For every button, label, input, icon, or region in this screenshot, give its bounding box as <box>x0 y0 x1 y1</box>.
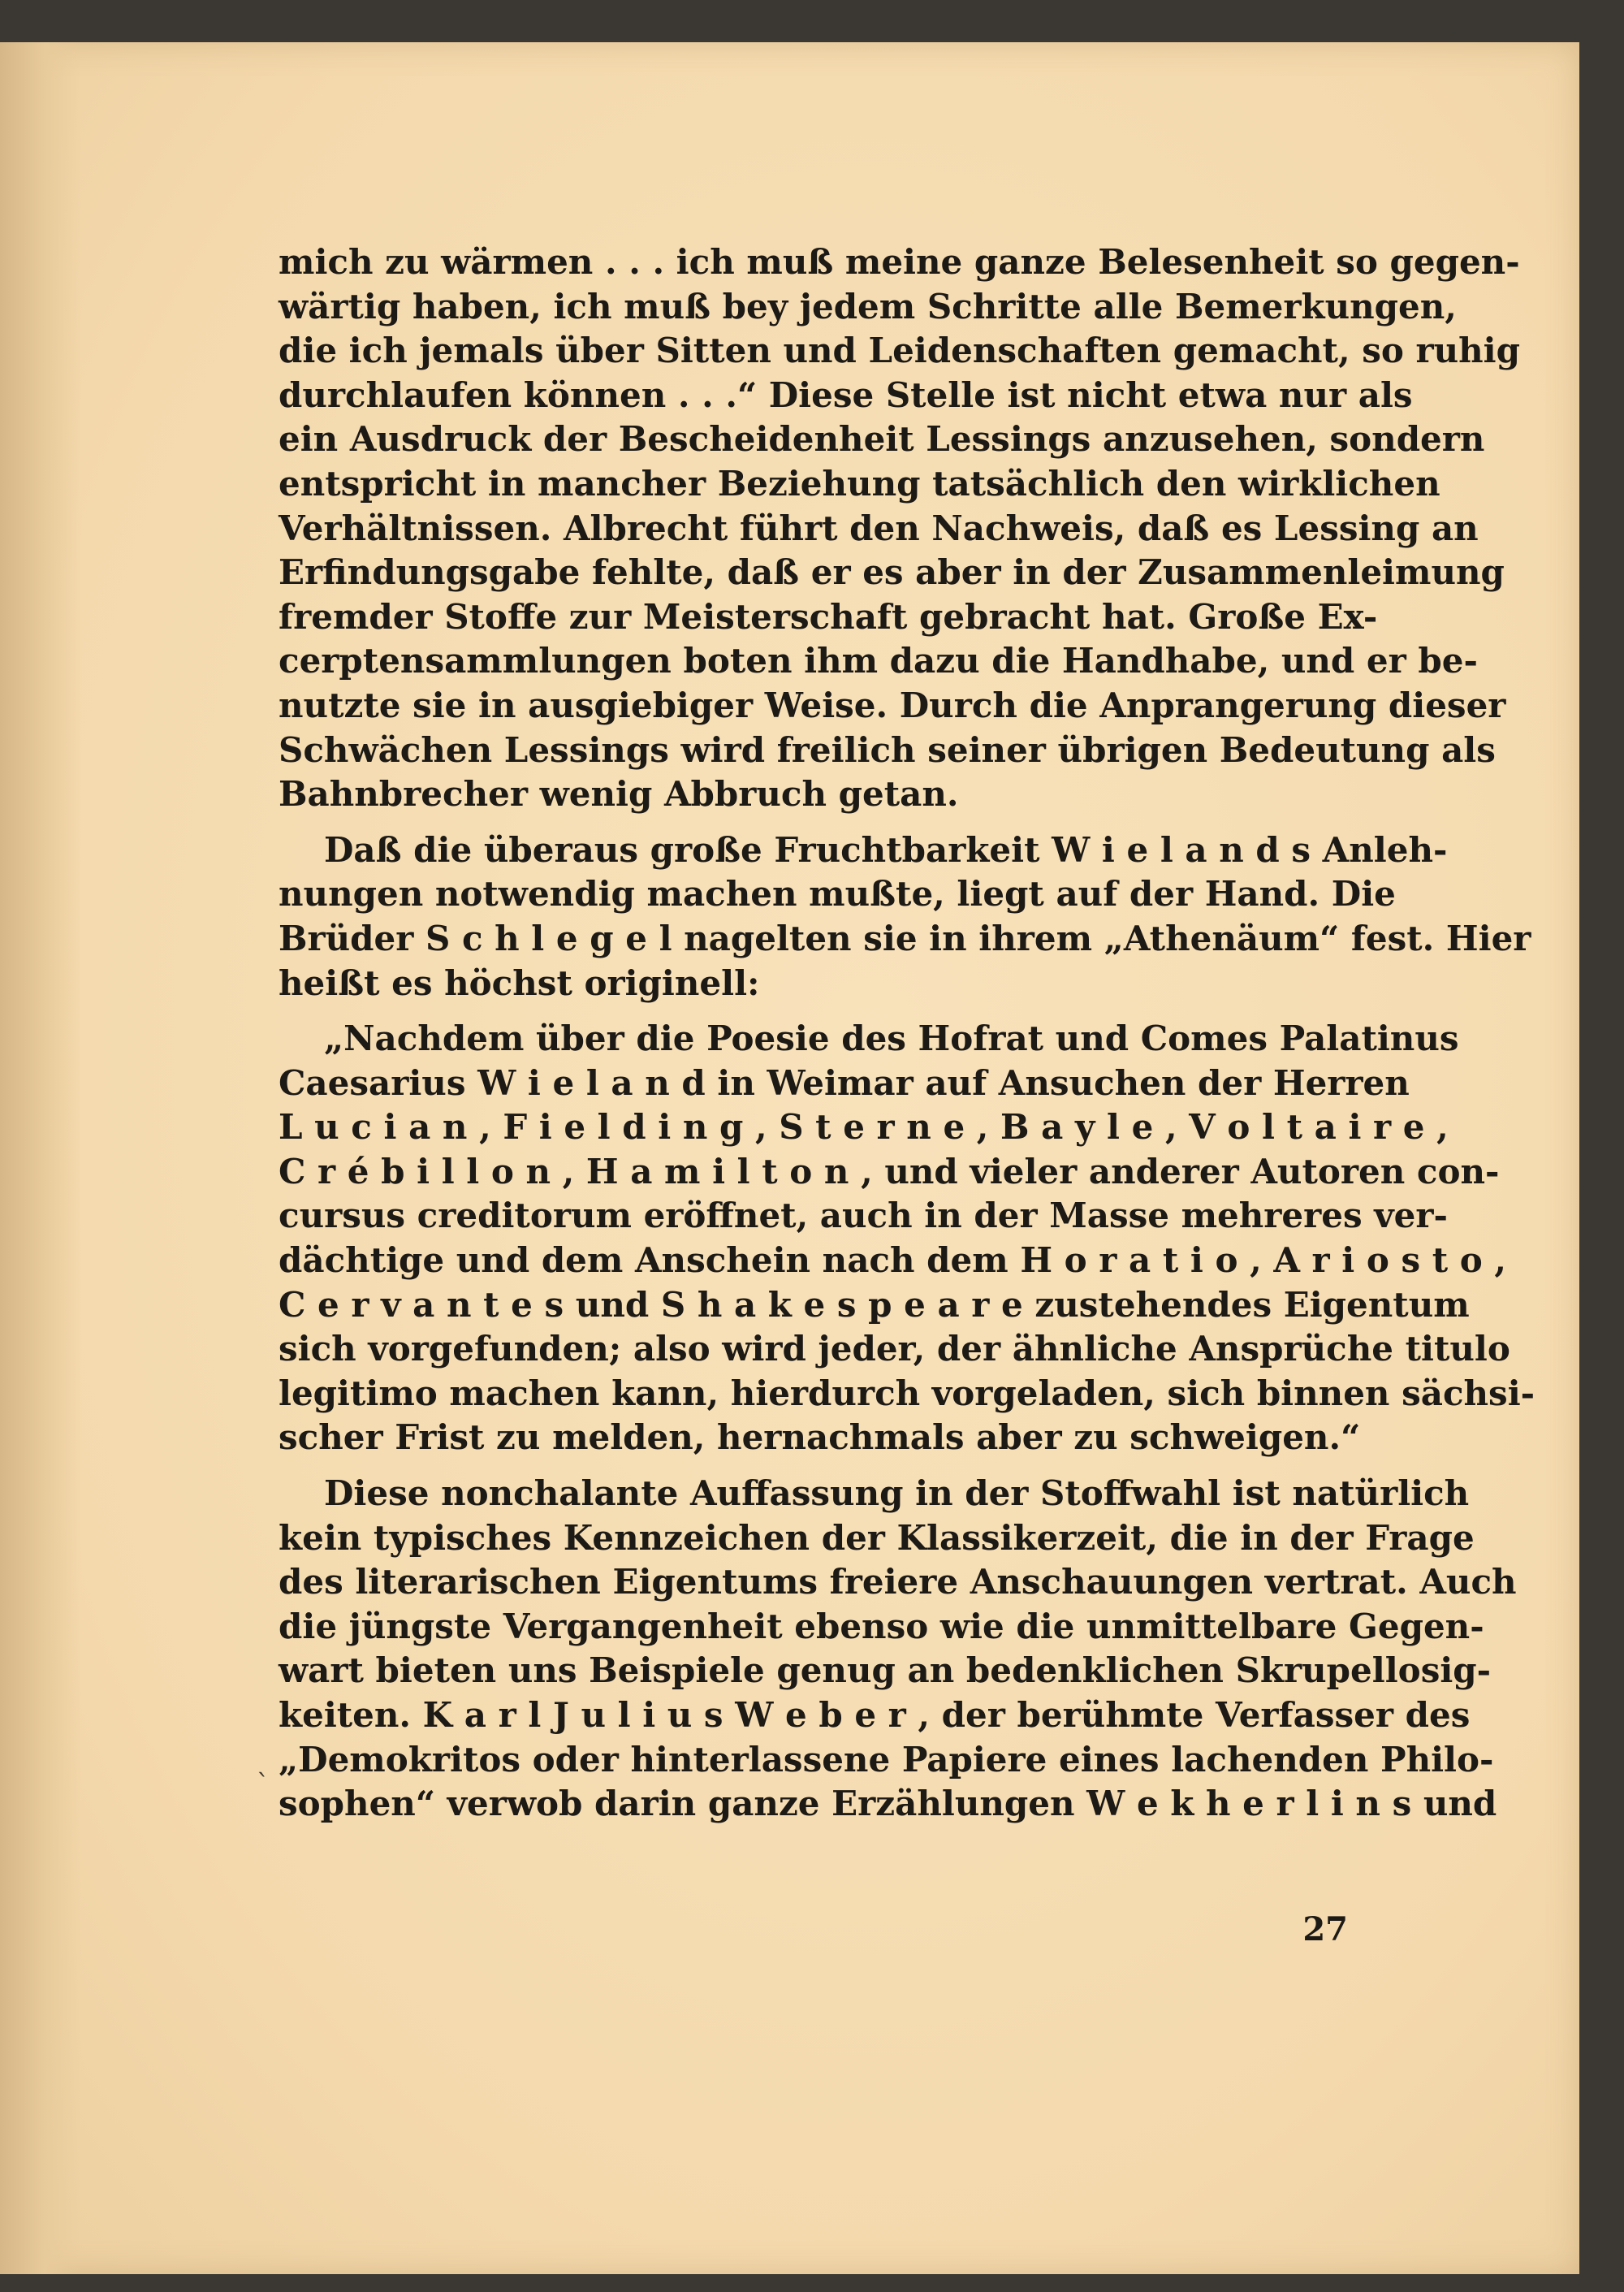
text-line: die ich jemals über Sitten und Leidenschaften gemacht, so ruhig <box>279 331 1521 371</box>
text-line: durchlaufen können . . .“ Diese Stelle ist nicht etwa nur als <box>279 374 1413 415</box>
text-line: cerptensammlungen boten ihm dazu die Handhabe, und er be- <box>279 641 1478 681</box>
text-line: „Nachdem über die Poesie des Hofrat und Comes Palatinus <box>324 1018 1459 1059</box>
page-number: 27 <box>1302 1910 1348 1948</box>
paragraph-2 <box>279 828 1531 1005</box>
text-line: heißt es höchst originell: <box>279 962 760 1003</box>
text-line: „Demokritos oder hinterlassene Papiere eines lachenden Philo- <box>279 1739 1494 1780</box>
page-sheet <box>0 42 1579 2274</box>
body-text <box>279 240 1535 1827</box>
text-line: C e r v a n t e s und S h a k e s p e a r e zustehendes Eigentum <box>279 1284 1470 1325</box>
text-line: Daß die überaus große Fruchtbarkeit W i e l a n d s Anleh- <box>324 829 1448 870</box>
text-line: cursus creditorum eröffnet, auch in der Masse mehreres ver- <box>279 1196 1448 1236</box>
text-line: des literarischen Eigentums freiere Anschauungen vertrat. Auch <box>279 1562 1517 1602</box>
text-line: die jüngste Vergangenheit ebenso wie die unmittelbare Gegen- <box>279 1606 1484 1646</box>
text-line: wärtig haben, ich muß bey jedem Schritte alle Bemerkungen, <box>279 286 1457 327</box>
binding-gutter <box>0 42 81 2274</box>
text-line: ein Ausdruck der Bescheidenheit Lessings anzusehen, sondern <box>279 419 1485 460</box>
text-line: L u c i a n , F i e l d i n g , S t e r n e , B a y l e , V o l t a i r e , <box>279 1107 1449 1148</box>
text-line: legitimo machen kann, hierdurch vorgeladen, sich binnen sächsi- <box>279 1373 1535 1413</box>
text-line: Diese nonchalante Auffassung in der Stoffwahl ist natürlich <box>324 1473 1470 1514</box>
quotation-paragraph <box>279 1017 1535 1460</box>
paragraph-1 <box>279 240 1521 817</box>
text-line: Bahnbrecher wenig Abbruch getan. <box>279 774 959 815</box>
text-line: kein typisches Kennzeichen der Klassikerzeit, die in der Frage <box>279 1517 1475 1558</box>
text-line: Schwächen Lessings wird freilich seiner übrigen Bedeutung als <box>279 729 1496 770</box>
text-line: nungen notwendig machen mußte, liegt auf der Hand. Die <box>279 874 1396 915</box>
text-line: sich vorgefunden; also wird jeder, der ähnliche Ansprüche titulo <box>279 1329 1510 1369</box>
text-line: wart bieten uns Beispiele genug an bedenklichen Skrupellosig- <box>279 1650 1492 1691</box>
stray-ink-mark: ` <box>257 1768 270 1799</box>
text-line: dächtige und dem Anschein nach dem H o r a t i o , A r i o s t o , <box>279 1240 1507 1281</box>
text-line: fremder Stoffe zur Meisterschaft gebracht hat. Große Ex- <box>279 596 1378 637</box>
text-line: keiten. K a r l J u l i u s W e b e r , der berühmte Verfasser des <box>279 1695 1471 1735</box>
text-line: Verhältnissen. Albrecht führt den Nachweis, daß es Lessing an <box>279 508 1479 548</box>
text-line: Caesarius W i e l a n d in Weimar auf Ansuchen der Herren <box>279 1062 1410 1103</box>
text-line: entspricht in mancher Beziehung tatsächlich den wirklichen <box>279 463 1440 504</box>
text-line: Erfindungsgabe fehlte, daß er es aber in der Zusammenleimung <box>279 552 1505 593</box>
text-line: mich zu wärmen . . . ich muß meine ganze Belesenheit so gegen- <box>279 242 1520 282</box>
paragraph-4 <box>279 1472 1517 1827</box>
text-line: nutzte sie in ausgiebiger Weise. Durch die Anprangerung dieser <box>279 685 1506 725</box>
text-line: sophen“ verwob darin ganze Erzählungen W e k h e r l i n s und <box>279 1784 1497 1824</box>
text-line: scher Frist zu melden, hernachmals aber zu schweigen.“ <box>279 1417 1361 1458</box>
text-line: Brüder S c h l e g e l nagelten sie in ihrem „Athenäum“ fest. Hier <box>279 918 1531 958</box>
text-line: C r é b i l l o n , H a m i l t o n , und vieler anderer Autoren con- <box>279 1151 1500 1191</box>
